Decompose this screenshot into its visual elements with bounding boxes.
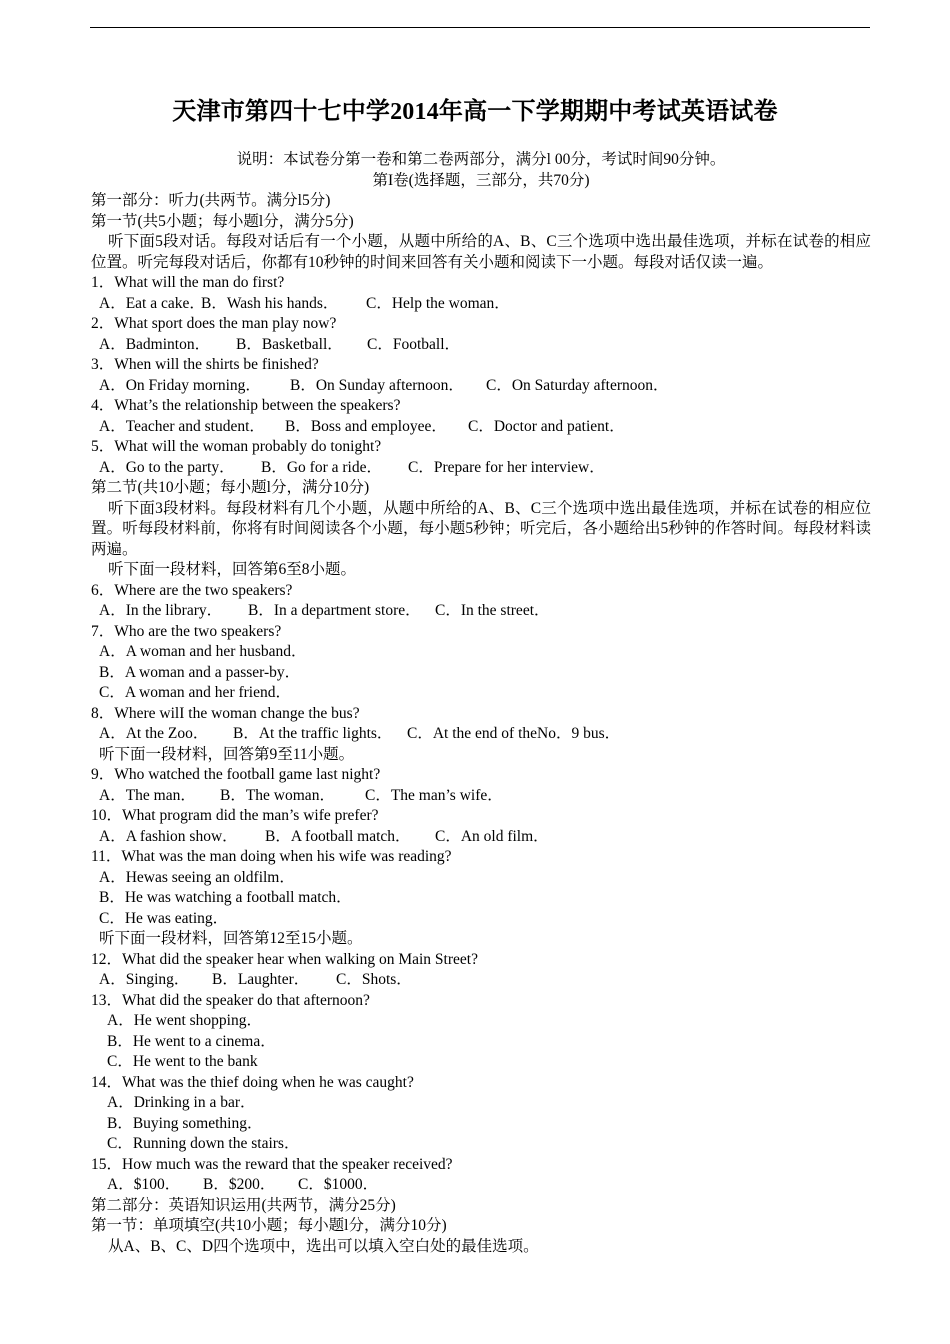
part2-section1-heading: 第一节：单项填空(共10小题；每小题l分，满分10分) [91,1217,447,1234]
option-b: B．The woman． [220,786,335,804]
part2-section1-instruction: 从A、B、C、D四个选项中，选出可以填入空白处的最佳选项。 [108,1237,539,1255]
options-1 [91,294,871,315]
options-15 [91,1175,871,1196]
question-1: 1．What will the man do first? [91,274,285,291]
question-11: 11．What was the man doing when his wife was reading? [91,848,452,865]
option-c: C．At the end of theNo．9 bus． [407,725,621,742]
option-b: B．Laughter． [212,971,310,988]
option-b: B．In a department store． [248,602,421,619]
option-a: A．A fashion show． [99,827,238,845]
question-7: 7．Who are the two speakers? [91,622,282,640]
options-4 [91,417,871,438]
option-c: C．On Saturday afternoon． [486,376,669,394]
option-b: B．Wash his hands． [201,294,339,312]
option-b: B．He was watching a football match． [99,889,352,906]
option-c: C．The man’s wife． [365,786,503,804]
option-b: B．Buying something． [107,1114,263,1132]
option-a: A．Teacher and student． [99,417,265,435]
option-c: C．$1000． [298,1176,379,1193]
options-10 [91,827,871,848]
option-c: C．An old film． [435,827,549,845]
section1-heading: 第一节(共5小题；每小题l分，满分5分) [91,212,354,230]
options-9 [91,786,871,807]
question-10: 10．What program did the man’s wife prefer? [91,807,379,824]
option-b: B．Basketball． [236,335,343,353]
question-3: 3．When will the shirts be finished? [91,356,319,373]
question-14: 14．What was the thief doing when he was caught? [91,1073,414,1091]
option-a: A．Drinking in a bar． [107,1094,256,1111]
option-c: C．He was eating． [99,909,229,927]
option-b: B．A football match． [265,827,411,845]
header-rule [90,27,870,28]
option-a: A．In the library． [99,602,223,619]
option-a: A．At the Zoo． [99,725,209,742]
options-12 [91,970,871,991]
option-b: B．He went to a cinema． [107,1032,276,1050]
section1-instruction: 听下面5段对话。每段对话后有一个小题，从题中所给的A、B、C三个选项中选出最佳选项，并标在试卷的相应位置。听完每段对话后，你都有10秒钟的时间来回答有关小题和阅读下一小题。每段对话仅读一遍。 [91,233,871,271]
question-15: 15．How much was the reward that the speaker received? [91,1155,453,1173]
option-a: A．The man． [99,786,196,804]
option-a: A．Hewas seeing an oldfilm． [99,868,295,886]
option-c: C．Shots． [336,971,412,988]
material-lead-1: 听下面一段材料，回答第6至8小题。 [108,561,357,578]
option-b: B．A woman and a passer-by． [99,663,301,681]
exam-notes: 说明：本试卷分第一卷和第二卷两部分，满分l 00分，考试时间90分钟。 [236,151,726,168]
option-a: A．Badminton． [99,335,211,353]
volume-heading: 第I卷(选择题，三部分，共70分) [372,171,590,189]
option-c: C．Prepare for her interview． [408,458,605,476]
exam-body [91,150,871,1257]
question-4: 4．What’s the relationship between the speakers? [91,397,401,414]
option-c: C．Running down the stairs． [107,1135,300,1152]
material-lead-3: 听下面一段材料，回答第12至15小题。 [99,930,363,947]
option-a: A．He went shopping． [107,1012,262,1029]
option-b: B．Go for a ride． [261,458,382,476]
option-c: C．Help the woman． [366,294,510,312]
options-8 [91,724,871,745]
part2-heading: 第二部分：英语知识运用(共两节，满分25分) [91,1196,396,1214]
option-c: C．In the street． [435,602,550,619]
options-3 [91,376,871,397]
section2-instruction: 听下面3段材料。每段材料有几个小题，从题中所给的A、B、C三个选项中选出最佳选项，并标在试卷的相应位置。听每段材料前，你将有时间阅读各个小题，每小题5秒钟；听完后，各小题给出5秒钟的作答时间。每段材料读两遍。 [91,499,871,558]
option-b: B．On Sunday afternoon． [290,376,464,394]
option-a: A．A woman and her husband． [99,643,307,660]
part1-heading: 第一部分：听力(共两节。满分l5分) [91,192,331,209]
option-c: C．He went to the bank [107,1053,258,1070]
question-2: 2．What sport does the man play now? [91,315,337,332]
option-c: C．Doctor and patient． [468,417,625,435]
option-a: A．Singing． [99,971,190,988]
options-5 [91,458,871,479]
question-6: 6．Where are the two speakers? [91,581,293,599]
question-5: 5．What will the woman probably do tonight? [91,438,382,455]
question-9: 9．Who watched the football game last night? [91,766,381,783]
option-a: A．Go to the party． [99,458,235,476]
question-8: 8．Where wilI the woman change the bus? [91,704,360,722]
material-lead-2: 听下面一段材料，回答第9至11小题。 [99,745,355,763]
options-2 [91,335,871,356]
option-a: A．Eat a cake． [99,294,205,312]
options-6 [91,601,871,622]
option-b: B．At the traffic lights． [233,725,393,742]
question-12: 12．What did the speaker hear when walking on Main Street? [91,950,478,968]
page-title: 天津市第四十七中学2014年高一下学期期中考试英语试卷 [172,99,778,125]
option-b: B．Boss and employee． [285,417,447,435]
option-a: A．$100． [107,1176,181,1193]
option-a: A．On Friday morning． [99,376,261,394]
option-c: C．Football． [367,335,461,353]
section2-heading: 第二节(共10小题；每小题l分，满分10分) [91,479,370,496]
option-b: B．$200． [203,1176,276,1193]
option-c: C．A woman and her friend． [99,684,291,701]
question-13: 13．What did the speaker do that afternoon? [91,991,370,1009]
